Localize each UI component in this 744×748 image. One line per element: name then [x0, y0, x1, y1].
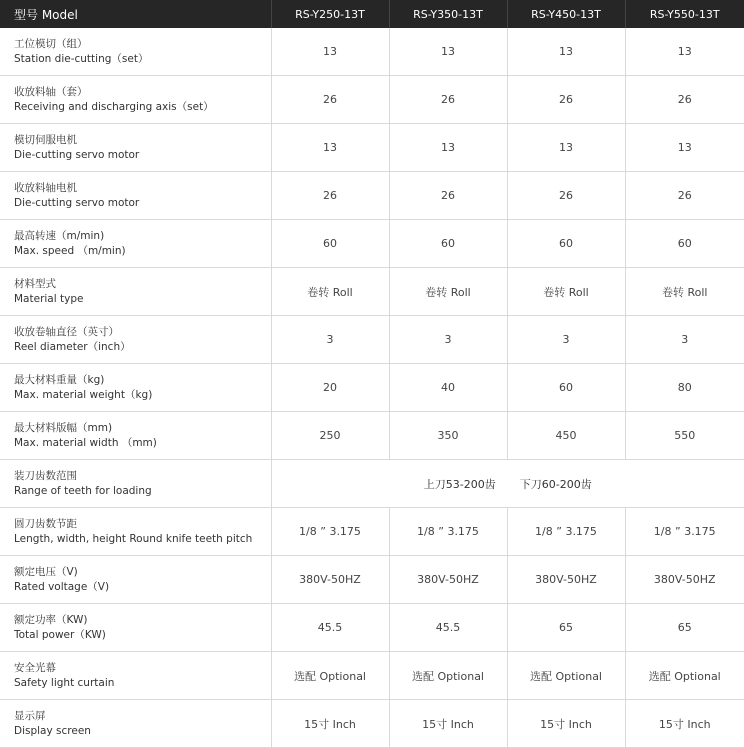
- value-cell: 选配 Optional: [507, 652, 625, 700]
- value-cell: 26: [271, 76, 389, 124]
- table-row: [0, 604, 744, 652]
- value-cell: 选配 Optional: [389, 652, 507, 700]
- spec-label-en: Reel diameter（inch）: [14, 340, 131, 353]
- table-row: [0, 316, 744, 364]
- value-cell: 60: [507, 364, 625, 412]
- spec-label-en: Max. material weight（kg): [14, 388, 153, 401]
- value-cell: 1/8 ” 3.175: [507, 508, 625, 556]
- table-row: [0, 28, 744, 76]
- value-cell: 60: [507, 220, 625, 268]
- spec-label: [0, 412, 271, 460]
- spec-label-en: Display screen: [14, 724, 91, 737]
- value-cell: 26: [507, 172, 625, 220]
- value-cell: 65: [625, 604, 744, 652]
- spec-label-en: Die-cutting servo motor: [14, 148, 140, 161]
- value-cell: 550: [625, 412, 744, 460]
- spec-label: [0, 604, 271, 652]
- spec-label-zh: 额定电压（V): [14, 565, 78, 578]
- value-cell: 卷转 Roll: [389, 268, 507, 316]
- spec-label-zh: 模切伺服电机: [14, 133, 77, 146]
- spec-label: [0, 700, 271, 748]
- value-cell: 13: [271, 124, 389, 172]
- value-cell: 13: [625, 124, 744, 172]
- value-cell: 450: [507, 412, 625, 460]
- spec-label-zh: 收放料轴电机: [14, 181, 77, 194]
- spec-label-zh: 最大材料版幅（mm): [14, 421, 113, 434]
- value-cell: 3: [271, 316, 389, 364]
- table-row: [0, 172, 744, 220]
- spec-label-zh: 安全光幕: [14, 661, 56, 674]
- table-row: [0, 268, 744, 316]
- spec-label-en: Max. speed （m/min): [14, 244, 126, 257]
- table-row: [0, 124, 744, 172]
- spec-label: [0, 364, 271, 412]
- spec-label: [0, 556, 271, 604]
- spec-label: [0, 220, 271, 268]
- value-cell: 20: [271, 364, 389, 412]
- merged-value: 下刀60-200齿: [519, 477, 592, 491]
- value-cell: 3: [389, 316, 507, 364]
- merged-value: 上刀53-200齿: [423, 477, 496, 491]
- value-cell: 380V-50HZ: [271, 556, 389, 604]
- spec-label-zh: 收放料轴（套）: [14, 85, 88, 98]
- value-cell: 13: [389, 124, 507, 172]
- value-cell: 45.5: [271, 604, 389, 652]
- spec-label: [0, 28, 271, 76]
- value-cell: 13: [271, 28, 389, 76]
- model-header-1: RS-Y250-13T: [271, 0, 389, 28]
- value-cell: 1/8 ” 3.175: [271, 508, 389, 556]
- table-row: [0, 652, 744, 700]
- spec-label: [0, 652, 271, 700]
- value-cell: 卷转 Roll: [271, 268, 389, 316]
- table-row: [0, 508, 744, 556]
- value-cell: 15寸 Inch: [389, 700, 507, 748]
- spec-label: [0, 316, 271, 364]
- value-cell: 3: [507, 316, 625, 364]
- value-cell: 60: [389, 220, 507, 268]
- value-cell: 选配 Optional: [271, 652, 389, 700]
- value-cell: 26: [389, 76, 507, 124]
- value-cell: 卷转 Roll: [507, 268, 625, 316]
- model-header-2: RS-Y350-13T: [389, 0, 507, 28]
- value-cell: 350: [389, 412, 507, 460]
- value-cell: 60: [271, 220, 389, 268]
- value-cell: 13: [507, 124, 625, 172]
- table-row: [0, 556, 744, 604]
- table-row: [0, 76, 744, 124]
- spec-label-zh: 显示屏: [14, 709, 46, 722]
- merged-value-cell: [271, 460, 744, 508]
- spec-label-zh: 工位模切（组）: [14, 37, 88, 50]
- spec-label-en: Rated voltage（V): [14, 580, 110, 593]
- spec-label: [0, 508, 271, 556]
- table-body: [0, 28, 744, 748]
- spec-label-en: Max. material width （mm): [14, 436, 157, 449]
- value-cell: 380V-50HZ: [625, 556, 744, 604]
- value-cell: 26: [625, 76, 744, 124]
- value-cell: 80: [625, 364, 744, 412]
- spec-label-zh: 装刀齿数范围: [14, 469, 77, 482]
- table-row: [0, 460, 744, 508]
- spec-label-en: Station die-cutting（set）: [14, 52, 149, 65]
- model-header-3: RS-Y450-13T: [507, 0, 625, 28]
- value-cell: 380V-50HZ: [507, 556, 625, 604]
- value-cell: 65: [507, 604, 625, 652]
- spec-label-zh: 收放卷轴直径（英寸）: [14, 325, 119, 338]
- table-header: [0, 0, 744, 28]
- value-cell: 13: [625, 28, 744, 76]
- spec-label-en: Total power（KW): [14, 628, 106, 641]
- spec-label-zh: 圆刀齿数节距: [14, 517, 77, 530]
- value-cell: 1/8 ” 3.175: [389, 508, 507, 556]
- spec-label-zh: 材料型式: [14, 277, 56, 290]
- value-cell: 3: [625, 316, 744, 364]
- spec-label-zh: 最大材料重量（kg): [14, 373, 105, 386]
- table-row: [0, 700, 744, 748]
- model-header-4: RS-Y550-13T: [625, 0, 744, 28]
- value-cell: 26: [625, 172, 744, 220]
- value-cell: 60: [625, 220, 744, 268]
- spec-label: [0, 172, 271, 220]
- value-cell: 26: [389, 172, 507, 220]
- spec-label-en: Material type: [14, 292, 84, 305]
- spec-label: [0, 460, 271, 508]
- value-cell: 45.5: [389, 604, 507, 652]
- model-label-header: 型号 Model: [0, 0, 271, 28]
- spec-label-zh: 最高转速（m/min): [14, 229, 105, 242]
- value-cell: 1/8 ” 3.175: [625, 508, 744, 556]
- value-cell: 380V-50HZ: [389, 556, 507, 604]
- value-cell: 15寸 Inch: [271, 700, 389, 748]
- value-cell: 26: [271, 172, 389, 220]
- value-cell: 卷转 Roll: [625, 268, 744, 316]
- table-row: [0, 364, 744, 412]
- value-cell: 250: [271, 412, 389, 460]
- table-row: [0, 412, 744, 460]
- value-cell: 26: [507, 76, 625, 124]
- spec-label: [0, 268, 271, 316]
- spec-label-en: Range of teeth for loading: [14, 484, 152, 497]
- spec-label-en: Safety light curtain: [14, 676, 115, 689]
- value-cell: 选配 Optional: [625, 652, 744, 700]
- spec-label: [0, 124, 271, 172]
- value-cell: 40: [389, 364, 507, 412]
- value-cell: 15寸 Inch: [507, 700, 625, 748]
- spec-label-en: Die-cutting servo motor: [14, 196, 140, 209]
- value-cell: 15寸 Inch: [625, 700, 744, 748]
- spec-label: [0, 76, 271, 124]
- value-cell: 13: [507, 28, 625, 76]
- spec-label-en: Length, width, height Round knife teeth pitch: [14, 532, 253, 545]
- value-cell: 13: [389, 28, 507, 76]
- spec-label-zh: 额定功率（KW): [14, 613, 88, 626]
- spec-label-en: Receiving and discharging axis（set）: [14, 100, 214, 113]
- table-row: [0, 220, 744, 268]
